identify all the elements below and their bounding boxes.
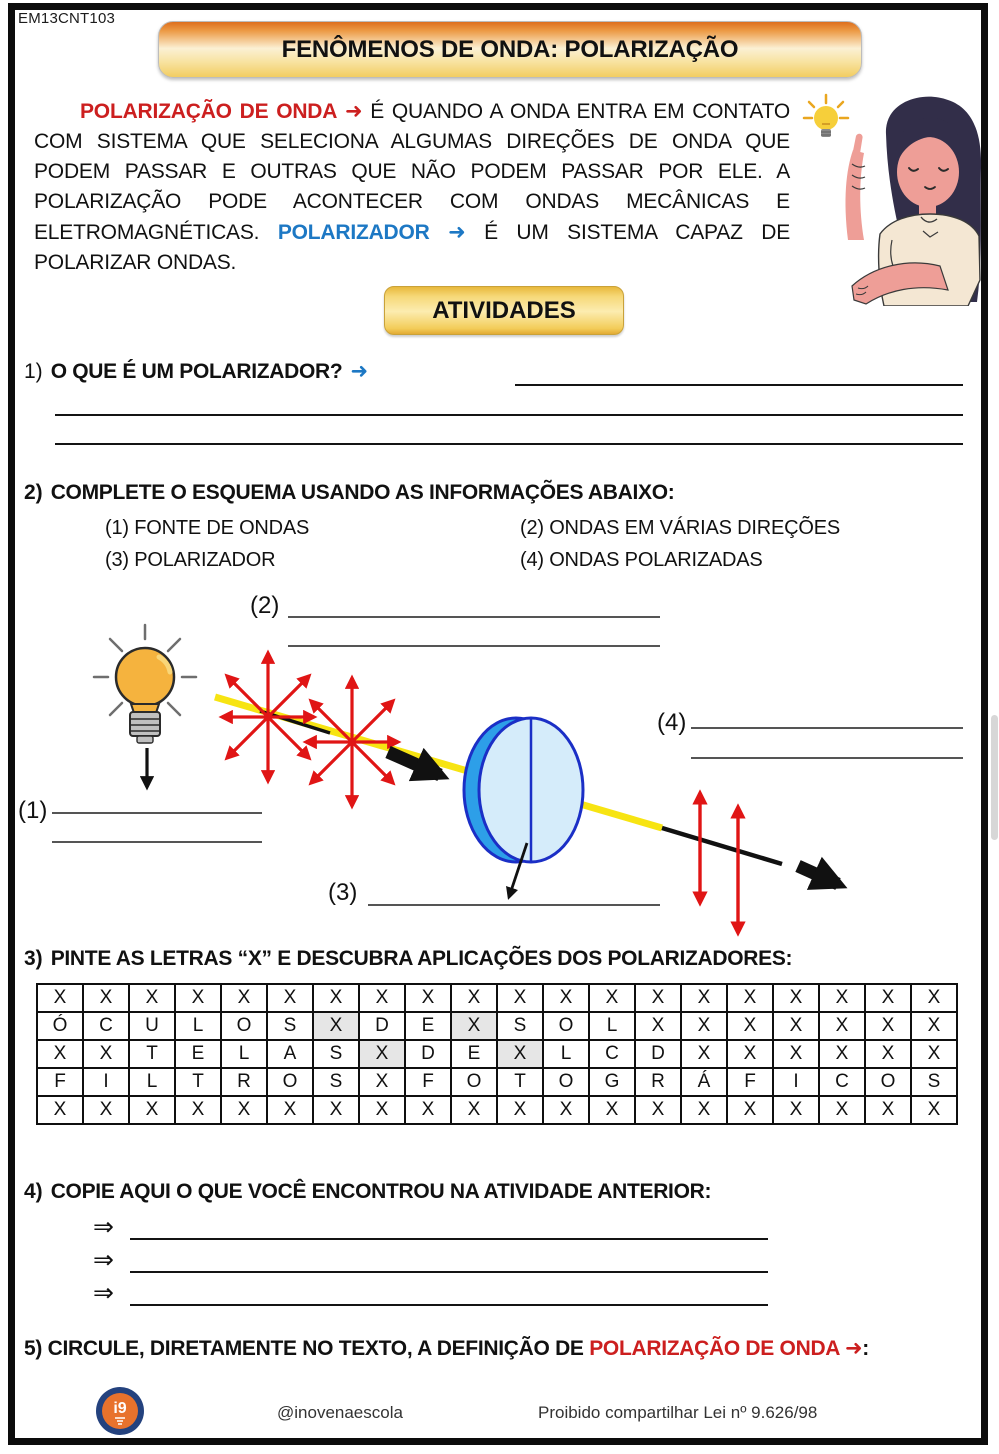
grid-cell: X <box>911 1096 957 1124</box>
activities-banner <box>384 286 624 335</box>
grid-cell: X <box>773 1096 819 1124</box>
grid-cell: O <box>543 1012 589 1040</box>
grid-row <box>37 1068 957 1096</box>
girl-illustration <box>796 88 988 306</box>
polarizer-lens <box>464 718 583 862</box>
question-3-text: PINTE AS LETRAS “X” E DESCUBRA APLICAÇÕES DOS POLARIZADORES: <box>50 947 793 970</box>
question-5-suffix: : <box>862 1337 869 1360</box>
social-handle: @inovenaescola <box>277 1403 403 1422</box>
grid-cell: L <box>221 1040 267 1068</box>
question-5 <box>24 1336 869 1361</box>
answer-line <box>515 384 963 386</box>
grid-cell: S <box>911 1068 957 1096</box>
grid-cell: I <box>83 1068 129 1096</box>
grid-cell: G <box>589 1068 635 1096</box>
girl-shirt <box>879 214 980 306</box>
grid-cell: X <box>773 1040 819 1068</box>
grid-cell: X <box>727 984 773 1012</box>
grid-row <box>37 984 957 1012</box>
intro-red-term: POLARIZAÇÃO DE ONDA <box>80 100 338 123</box>
question-1 <box>24 359 368 384</box>
grid-cell: X <box>819 1040 865 1068</box>
grid-cell: X <box>819 1012 865 1040</box>
question-5-number: 5) <box>24 1337 43 1360</box>
grid-cell: F <box>37 1068 83 1096</box>
grid-cell: X <box>359 1096 405 1124</box>
grid-cell: X <box>727 1012 773 1040</box>
grid-row <box>37 1096 957 1124</box>
svg-text:i9: i9 <box>113 1400 127 1417</box>
question-5-red-term: POLARIZAÇÃO DE ONDA <box>589 1337 840 1360</box>
grid-cell: U <box>129 1012 175 1040</box>
grid-cell: F <box>727 1068 773 1096</box>
question-2-number: 2) <box>24 481 43 504</box>
intro-blue-term: POLARIZADOR <box>277 221 430 244</box>
grid-row <box>37 1012 957 1040</box>
unpolarized-waves-starburst-1 <box>222 653 314 781</box>
grid-cell: I <box>773 1068 819 1096</box>
question-4-number: 4) <box>24 1180 43 1203</box>
grid-cell: X <box>221 984 267 1012</box>
grid-cell: X <box>543 984 589 1012</box>
grid-cell: X <box>819 984 865 1012</box>
idea-bulb-icon <box>804 95 848 137</box>
red-arrow-icon: ➜ <box>345 99 363 123</box>
grid-cell: X <box>865 1096 911 1124</box>
grid-cell: Ó <box>37 1012 83 1040</box>
grid-cell: X <box>129 1096 175 1124</box>
grid-cell: L <box>543 1040 589 1068</box>
double-arrow-icon: ⇒ <box>93 1245 114 1274</box>
diagram-label-3: (3) <box>328 879 358 906</box>
grid-cell: C <box>589 1040 635 1068</box>
question-3 <box>24 947 792 971</box>
q2-option-2: (2) ONDAS EM VÁRIAS DIREÇÕES <box>520 517 841 539</box>
grid-cell: S <box>497 1012 543 1040</box>
double-arrow-icon: ⇒ <box>93 1212 114 1241</box>
grid-cell: C <box>819 1068 865 1096</box>
intro-body-1: É QUANDO A ONDA ENTRA EM CONTATO COM SISTEMA QUE SELECIONA ALGUMAS DIREÇÕES DE ONDA QUE PODEM PASSAR E OUTRAS QUE NÃO PODEM PASSAR POR ELE. A POLARIZAÇÃO PODE ACONTECER COM ONDAS MECÂNICAS E ELETROMAGNÉTICAS. <box>34 100 790 244</box>
grid-cell: X <box>589 984 635 1012</box>
grid-row <box>37 1040 957 1068</box>
grid-cell: X <box>681 1040 727 1068</box>
grid-cell: X <box>83 984 129 1012</box>
question-5-arrow-icon: ➜ <box>844 1336 863 1360</box>
grid-cell: X <box>911 984 957 1012</box>
q2-option-4: (4) ONDAS POLARIZADAS <box>520 549 763 571</box>
question-1-number: 1) <box>24 360 43 383</box>
grid-cell: X <box>313 1012 359 1040</box>
question-3-number: 3) <box>24 947 43 970</box>
grid-cell: L <box>129 1068 175 1096</box>
grid-cell: X <box>497 1040 543 1068</box>
ray-segment-after-lens <box>662 828 782 864</box>
grid-cell: D <box>405 1040 451 1068</box>
grid-cell: X <box>37 984 83 1012</box>
grid-cell: X <box>129 984 175 1012</box>
grid-cell: X <box>727 1096 773 1124</box>
grid-cell: R <box>635 1068 681 1096</box>
answer-line <box>130 1238 768 1240</box>
grid-cell: E <box>175 1040 221 1068</box>
grid-cell: X <box>451 1096 497 1124</box>
grid-cell: X <box>267 1096 313 1124</box>
grid-cell: E <box>451 1040 497 1068</box>
grid-cell: X <box>83 1040 129 1068</box>
grid-cell: X <box>451 984 497 1012</box>
grid-cell: X <box>405 1096 451 1124</box>
copyright-notice: Proibido compartilhar Lei nº 9.626/98 <box>538 1403 818 1422</box>
q2-option-3: (3) POLARIZADOR <box>105 549 276 571</box>
question-2 <box>24 481 674 505</box>
grid-cell: X <box>865 984 911 1012</box>
intro-paragraph <box>34 96 790 278</box>
inovena-logo <box>94 1385 146 1437</box>
grid-cell: T <box>129 1040 175 1068</box>
grid-cell: X <box>37 1096 83 1124</box>
question-2-text: COMPLETE O ESQUEMA USANDO AS INFORMAÇÕES ABAIXO: <box>50 481 675 504</box>
grid-cell: X <box>727 1040 773 1068</box>
polarization-diagram <box>10 585 975 950</box>
activities-banner-label: ATIVIDADES <box>432 296 576 324</box>
answer-line <box>55 414 963 416</box>
grid-cell: X <box>313 984 359 1012</box>
grid-cell: X <box>681 1096 727 1124</box>
grid-cell: O <box>543 1068 589 1096</box>
grid-cell: A <box>267 1040 313 1068</box>
grid-cell: O <box>267 1068 313 1096</box>
grid-cell: X <box>681 984 727 1012</box>
title-banner <box>158 21 862 78</box>
grid-cell: O <box>865 1068 911 1096</box>
answer-line <box>130 1271 768 1273</box>
grid-cell: S <box>267 1012 313 1040</box>
q2-option-1: (1) FONTE DE ONDAS <box>105 517 310 539</box>
grid-cell: X <box>175 1096 221 1124</box>
diagram-label-1: (1) <box>18 797 48 824</box>
grid-cell: X <box>359 1040 405 1068</box>
grid-cell: L <box>589 1012 635 1040</box>
grid-cell: X <box>911 1040 957 1068</box>
grid-cell: E <box>405 1012 451 1040</box>
question-1-arrow-icon: ➜ <box>350 359 369 383</box>
grid-cell: C <box>83 1012 129 1040</box>
question-4 <box>24 1180 711 1204</box>
grid-cell: X <box>635 1012 681 1040</box>
grid-cell: X <box>911 1012 957 1040</box>
grid-cell: D <box>359 1012 405 1040</box>
answer-line <box>55 443 963 445</box>
double-arrow-icon: ⇒ <box>93 1278 114 1307</box>
grid-cell: T <box>497 1068 543 1096</box>
scrollbar-thumb[interactable] <box>991 715 998 840</box>
grid-cell: R <box>221 1068 267 1096</box>
letter-grid <box>37 984 957 1124</box>
question-1-text: O QUE É UM POLARIZADOR? <box>50 360 343 383</box>
question-4-text: COPIE AQUI O QUE VOCÊ ENCONTROU NA ATIVIDADE ANTERIOR: <box>50 1180 712 1203</box>
grid-cell: X <box>37 1040 83 1068</box>
grid-cell: X <box>497 984 543 1012</box>
intro-body-2: É UM SISTEMA CAPAZ DE POLARIZAR ONDAS. <box>34 221 790 274</box>
lightbulb-icon <box>94 625 196 743</box>
grid-cell: X <box>405 984 451 1012</box>
grid-cell: O <box>221 1012 267 1040</box>
grid-cell: X <box>83 1096 129 1124</box>
grid-cell: X <box>497 1096 543 1124</box>
grid-cell: T <box>175 1068 221 1096</box>
grid-cell: Á <box>681 1068 727 1096</box>
grid-cell: X <box>267 984 313 1012</box>
question-5-text: CIRCULE, DIRETAMENTE NO TEXTO, A DEFINIÇÃO DE <box>47 1337 584 1360</box>
grid-cell: X <box>313 1096 359 1124</box>
grid-cell: X <box>175 984 221 1012</box>
diagram-label-2: (2) <box>250 592 280 619</box>
grid-cell: X <box>359 1068 405 1096</box>
grid-cell: X <box>221 1096 267 1124</box>
diagram-label-4: (4) <box>657 709 687 736</box>
grid-cell: S <box>313 1040 359 1068</box>
blue-arrow-icon: ➜ <box>448 220 466 244</box>
grid-cell: X <box>819 1096 865 1124</box>
grid-cell: X <box>359 984 405 1012</box>
girl-raised-arm <box>846 134 865 240</box>
letter-grid-container <box>36 983 958 1125</box>
grid-cell: S <box>313 1068 359 1096</box>
grid-cell: X <box>635 1096 681 1124</box>
grid-cell: L <box>175 1012 221 1040</box>
answer-line <box>130 1304 768 1306</box>
grid-cell: X <box>773 1012 819 1040</box>
grid-cell: X <box>543 1096 589 1124</box>
unpolarized-waves-starburst-2 <box>306 678 398 806</box>
grid-cell: X <box>681 1012 727 1040</box>
grid-cell: X <box>865 1012 911 1040</box>
grid-cell: X <box>865 1040 911 1068</box>
grid-cell: X <box>451 1012 497 1040</box>
grid-cell: O <box>451 1068 497 1096</box>
grid-cell: F <box>405 1068 451 1096</box>
grid-cell: X <box>589 1096 635 1124</box>
page-title: FENÔMENOS DE ONDA: POLARIZAÇÃO <box>281 35 739 63</box>
bncc-code: EM13CNT103 <box>18 10 116 27</box>
grid-cell: X <box>773 984 819 1012</box>
grid-cell: D <box>635 1040 681 1068</box>
propagation-arrow-2 <box>798 866 838 884</box>
grid-cell: X <box>635 984 681 1012</box>
